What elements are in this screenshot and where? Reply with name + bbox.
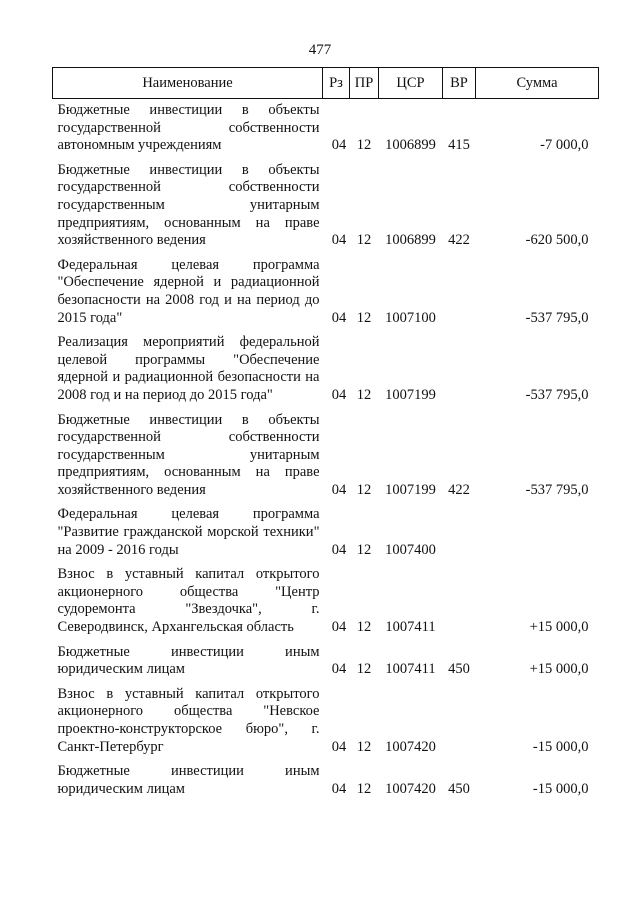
header-pr: ПР bbox=[350, 68, 379, 99]
header-name: Наименование bbox=[53, 68, 323, 99]
table-row bbox=[53, 250, 599, 327]
cell-csr: 1006899 bbox=[385, 137, 436, 154]
cell-vr bbox=[443, 327, 476, 404]
cell-csr: 1007411 bbox=[385, 661, 436, 678]
cell-vr: 450 bbox=[448, 780, 470, 797]
cell-name: Взнос в уставный капитал открытого акционерного общества "Центр судоремонта "Звездочка", г. Северодвинск, Архангельская область bbox=[57, 566, 320, 636]
table-body bbox=[53, 99, 599, 799]
cell-sum: -15 000,0 bbox=[532, 738, 589, 755]
cell-vr bbox=[443, 559, 476, 636]
table-header bbox=[53, 68, 599, 99]
cell-rz: 04 bbox=[331, 738, 347, 755]
cell-pr: 12 bbox=[356, 232, 372, 249]
cell-rz: 04 bbox=[331, 481, 347, 498]
cell-csr: 1007100 bbox=[385, 309, 436, 326]
cell-sum: -537 795,0 bbox=[525, 481, 589, 498]
budget-table bbox=[52, 67, 599, 798]
cell-pr: 12 bbox=[356, 780, 372, 797]
cell-name: Бюджетные инвестиции в объекты государственной собственности государственным унитарным предприятиям, основанным на праве хозяйственного ведения bbox=[57, 161, 320, 249]
cell-csr: 1007400 bbox=[385, 541, 436, 558]
cell-name: Взнос в уставный капитал открытого акционерного общества "Невское проектно-конструкторское бюро", г. Санкт-Петербург bbox=[57, 685, 320, 755]
cell-vr: 422 bbox=[448, 232, 470, 249]
cell-vr: 422 bbox=[448, 481, 470, 498]
cell-sum: -537 795,0 bbox=[525, 386, 589, 403]
cell-csr: 1007199 bbox=[385, 481, 436, 498]
table-row bbox=[53, 637, 599, 679]
cell-pr: 12 bbox=[356, 137, 372, 154]
cell-sum bbox=[476, 499, 599, 559]
cell-vr: 450 bbox=[448, 661, 470, 678]
cell-name: Бюджетные инвестиции в объекты государственной собственности государственным унитарным предприятиям, основанным на праве хозяйственного ведения bbox=[57, 411, 320, 498]
cell-csr: 1007199 bbox=[385, 386, 436, 403]
table-row bbox=[53, 499, 599, 559]
cell-pr: 12 bbox=[356, 541, 372, 558]
cell-pr: 12 bbox=[356, 619, 372, 636]
cell-name: Реализация мероприятий федеральной целевой программы "Обеспечение ядерной и радиационной безопасности на 2008 год и на период до 2015 года" bbox=[57, 334, 320, 403]
cell-sum: -537 795,0 bbox=[525, 309, 589, 326]
cell-pr: 12 bbox=[356, 386, 372, 403]
table-row bbox=[53, 99, 599, 155]
cell-csr: 1007411 bbox=[385, 619, 436, 636]
cell-rz: 04 bbox=[331, 661, 347, 678]
table-row bbox=[53, 559, 599, 636]
cell-pr: 12 bbox=[356, 309, 372, 326]
cell-pr: 12 bbox=[356, 661, 372, 678]
table-row bbox=[53, 405, 599, 500]
cell-rz: 04 bbox=[331, 309, 347, 326]
cell-rz: 04 bbox=[331, 541, 347, 558]
cell-vr: 415 bbox=[448, 137, 470, 154]
cell-rz: 04 bbox=[331, 232, 347, 249]
cell-csr: 1007420 bbox=[385, 738, 436, 755]
table-row bbox=[53, 327, 599, 404]
cell-sum: +15 000,0 bbox=[529, 661, 589, 678]
table-row bbox=[53, 756, 599, 798]
cell-rz: 04 bbox=[331, 780, 347, 797]
header-row bbox=[53, 68, 599, 99]
header-rz: Рз bbox=[323, 68, 350, 99]
cell-vr bbox=[443, 250, 476, 327]
cell-rz: 04 bbox=[331, 619, 347, 636]
cell-rz: 04 bbox=[331, 386, 347, 403]
header-vr: ВР bbox=[443, 68, 476, 99]
cell-csr: 1007420 bbox=[385, 780, 436, 797]
cell-pr: 12 bbox=[356, 738, 372, 755]
cell-name: Бюджетные инвестиции иным юридическим лицам bbox=[57, 763, 320, 797]
cell-rz: 04 bbox=[331, 137, 347, 154]
cell-name: Федеральная целевая программа "Развитие гражданской морской техники" на 2009 - 2016 годы bbox=[57, 506, 320, 558]
cell-sum: -7 000,0 bbox=[540, 137, 589, 154]
page-number: 477 bbox=[308, 42, 332, 58]
cell-name: Бюджетные инвестиции иным юридическим лицам bbox=[57, 643, 320, 678]
table-row bbox=[53, 679, 599, 756]
header-csr: ЦСР bbox=[379, 68, 443, 99]
cell-csr: 1006899 bbox=[385, 232, 436, 249]
cell-sum: +15 000,0 bbox=[529, 619, 589, 636]
cell-sum: -15 000,0 bbox=[532, 780, 589, 797]
cell-vr bbox=[443, 679, 476, 756]
header-sum: Сумма bbox=[476, 68, 599, 99]
cell-name: Бюджетные инвестиции в объекты государственной собственности автономным учреждениям bbox=[57, 102, 320, 154]
cell-pr: 12 bbox=[356, 481, 372, 498]
cell-vr bbox=[443, 499, 476, 559]
table-row bbox=[53, 155, 599, 250]
cell-name: Федеральная целевая программа "Обеспечение ядерной и радиационной безопасности на 2008 год и на период до 2015 года" bbox=[57, 256, 320, 326]
cell-sum: -620 500,0 bbox=[525, 232, 589, 249]
